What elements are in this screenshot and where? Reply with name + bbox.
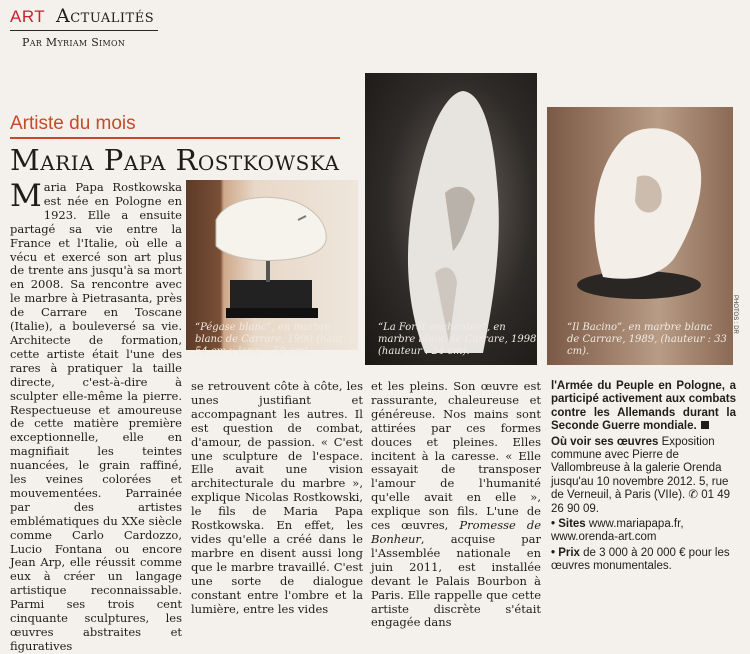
header-art-label: ART — [10, 7, 46, 26]
sites-text: www.mariapapa.fr, www.orenda-art.com — [551, 518, 684, 544]
end-mark — [701, 421, 709, 429]
column-2-text: se retrouvent côte à côte, les unes justifiant et accompagnant les autres. Il est question de combat, d'amour, de passion. « C'est une sculpture de l'espace. Elle avait une vision architecturale du marbre », explique Nicolas Rostkowski, le fils de Maria Papa Rostkowska. En effet, les vides qu'elle a créé dans le marbre en disent aussi long que le marbre travaillé. C'est une sorte de dialogue constant entre l'ombre et la lumière, entre les vides — [191, 379, 363, 616]
where-text: Exposition commune avec Pierre de Vallombreuse à la galerie Orenda jusqu'au 10 novembre 2012. 5, rue de Verneuil, à Paris (VIIe). ✆ 01 49 26 90 09. — [551, 435, 731, 515]
section-underline — [10, 137, 340, 139]
article-column-3 — [371, 379, 541, 630]
caption-foret — [378, 322, 538, 358]
header-rule — [10, 30, 158, 31]
caption-bacino-title: “Il Bacino” — [567, 322, 623, 333]
article-column-2 — [191, 379, 363, 616]
article-column-4 — [551, 380, 736, 593]
column-3-text-b: , acquise par l'Assemblée nationale en juin 2011, est installée devant le Palais Bourbon à Paris. Elle rappelle que cette artiste discrète s'était engagée dans — [371, 531, 541, 630]
caption-bacino — [567, 322, 727, 358]
where-label: Où voir ses œuvres — [551, 435, 659, 448]
caption-bacino-text: , en marbre blanc de Carrare, 1989, (hauteur : 33 cm). — [567, 322, 727, 357]
sites-label: • Sites — [551, 518, 586, 531]
price-text: de 3 000 à 20 000 € pour les œuvres monumentales. — [551, 546, 730, 573]
byline: Par Myriam Simon — [22, 36, 126, 49]
photo-credit: PHOTOS : DR — [732, 295, 738, 334]
column-4-text: l'Armée du Peuple en Pologne, a participé activement aux combats contre les Allemands durant la Seconde Guerre mondiale. — [551, 380, 736, 433]
price-label: • Prix — [551, 546, 580, 559]
caption-pegase-text: , en marbre blanc de Carrare, 1990 (haut. : 54 cm x long. : 50 cm). — [195, 322, 353, 357]
caption-pegase — [195, 322, 355, 358]
column-1-text: aria Papa Rostkowska est née en Pologne en 1923. Elle a ensuite partagé sa vie entre la France et l'Italie, où elle a vécu et exercé son art plus de trente ans jusqu'à sa mort en 2008. Sa rencontre avec le marbre à Pietrasanta, près de Carrare en Toscane (Italie), a bouleversé sa vie. Architecte de formation, cette artiste était l'une des rares à pratiquer la taille directe, c'est-à-dire à sculpter elle-même la pierre. Respectueuse et amoureuse de cette matière première exceptionnelle, elle en magnifiait les teintes nuancées, le grain raffiné, les veines colorées et mouvementées. Parrainée par des artistes emblématiques du XXe siècle comme Carlo Cardozzo, Lucio Fontana ou encore Jean Arp, elle réussit comme eux à créer un langage artistique reconnaissable. Parmi ses trois cent cinquante sculptures, les œuvres abstraites et figuratives — [10, 180, 182, 653]
caption-foret-text: , en marbre blanc de Carrare, 1998 (hauteur : 24 cm). — [378, 322, 537, 357]
caption-foret-title: “La Forêt enchantée” — [378, 322, 487, 333]
column-3-text-a: et les pleins. Son œuvre est rassurante, chaleureuse et généreuse. Nos mains sont attirées par ces formes douces et pleines. Elles incitent à la caresse. « Elle essayait de transposer l'amour de l'humanité qu'elle avait en elle », explique son fils. L'une de ces œuvres, — [371, 379, 541, 533]
column-3-artwork-title: Promesse de Bonheur — [371, 518, 541, 546]
dropcap: M — [10, 178, 42, 214]
artist-name-heading: Maria Papa Rostkowska — [10, 143, 340, 177]
header-section-label: Actualités — [56, 5, 155, 27]
caption-pegase-title: “Pégase blanc” — [195, 322, 272, 333]
section-title: Artiste du mois — [10, 113, 136, 134]
article-column-1 — [10, 178, 182, 653]
